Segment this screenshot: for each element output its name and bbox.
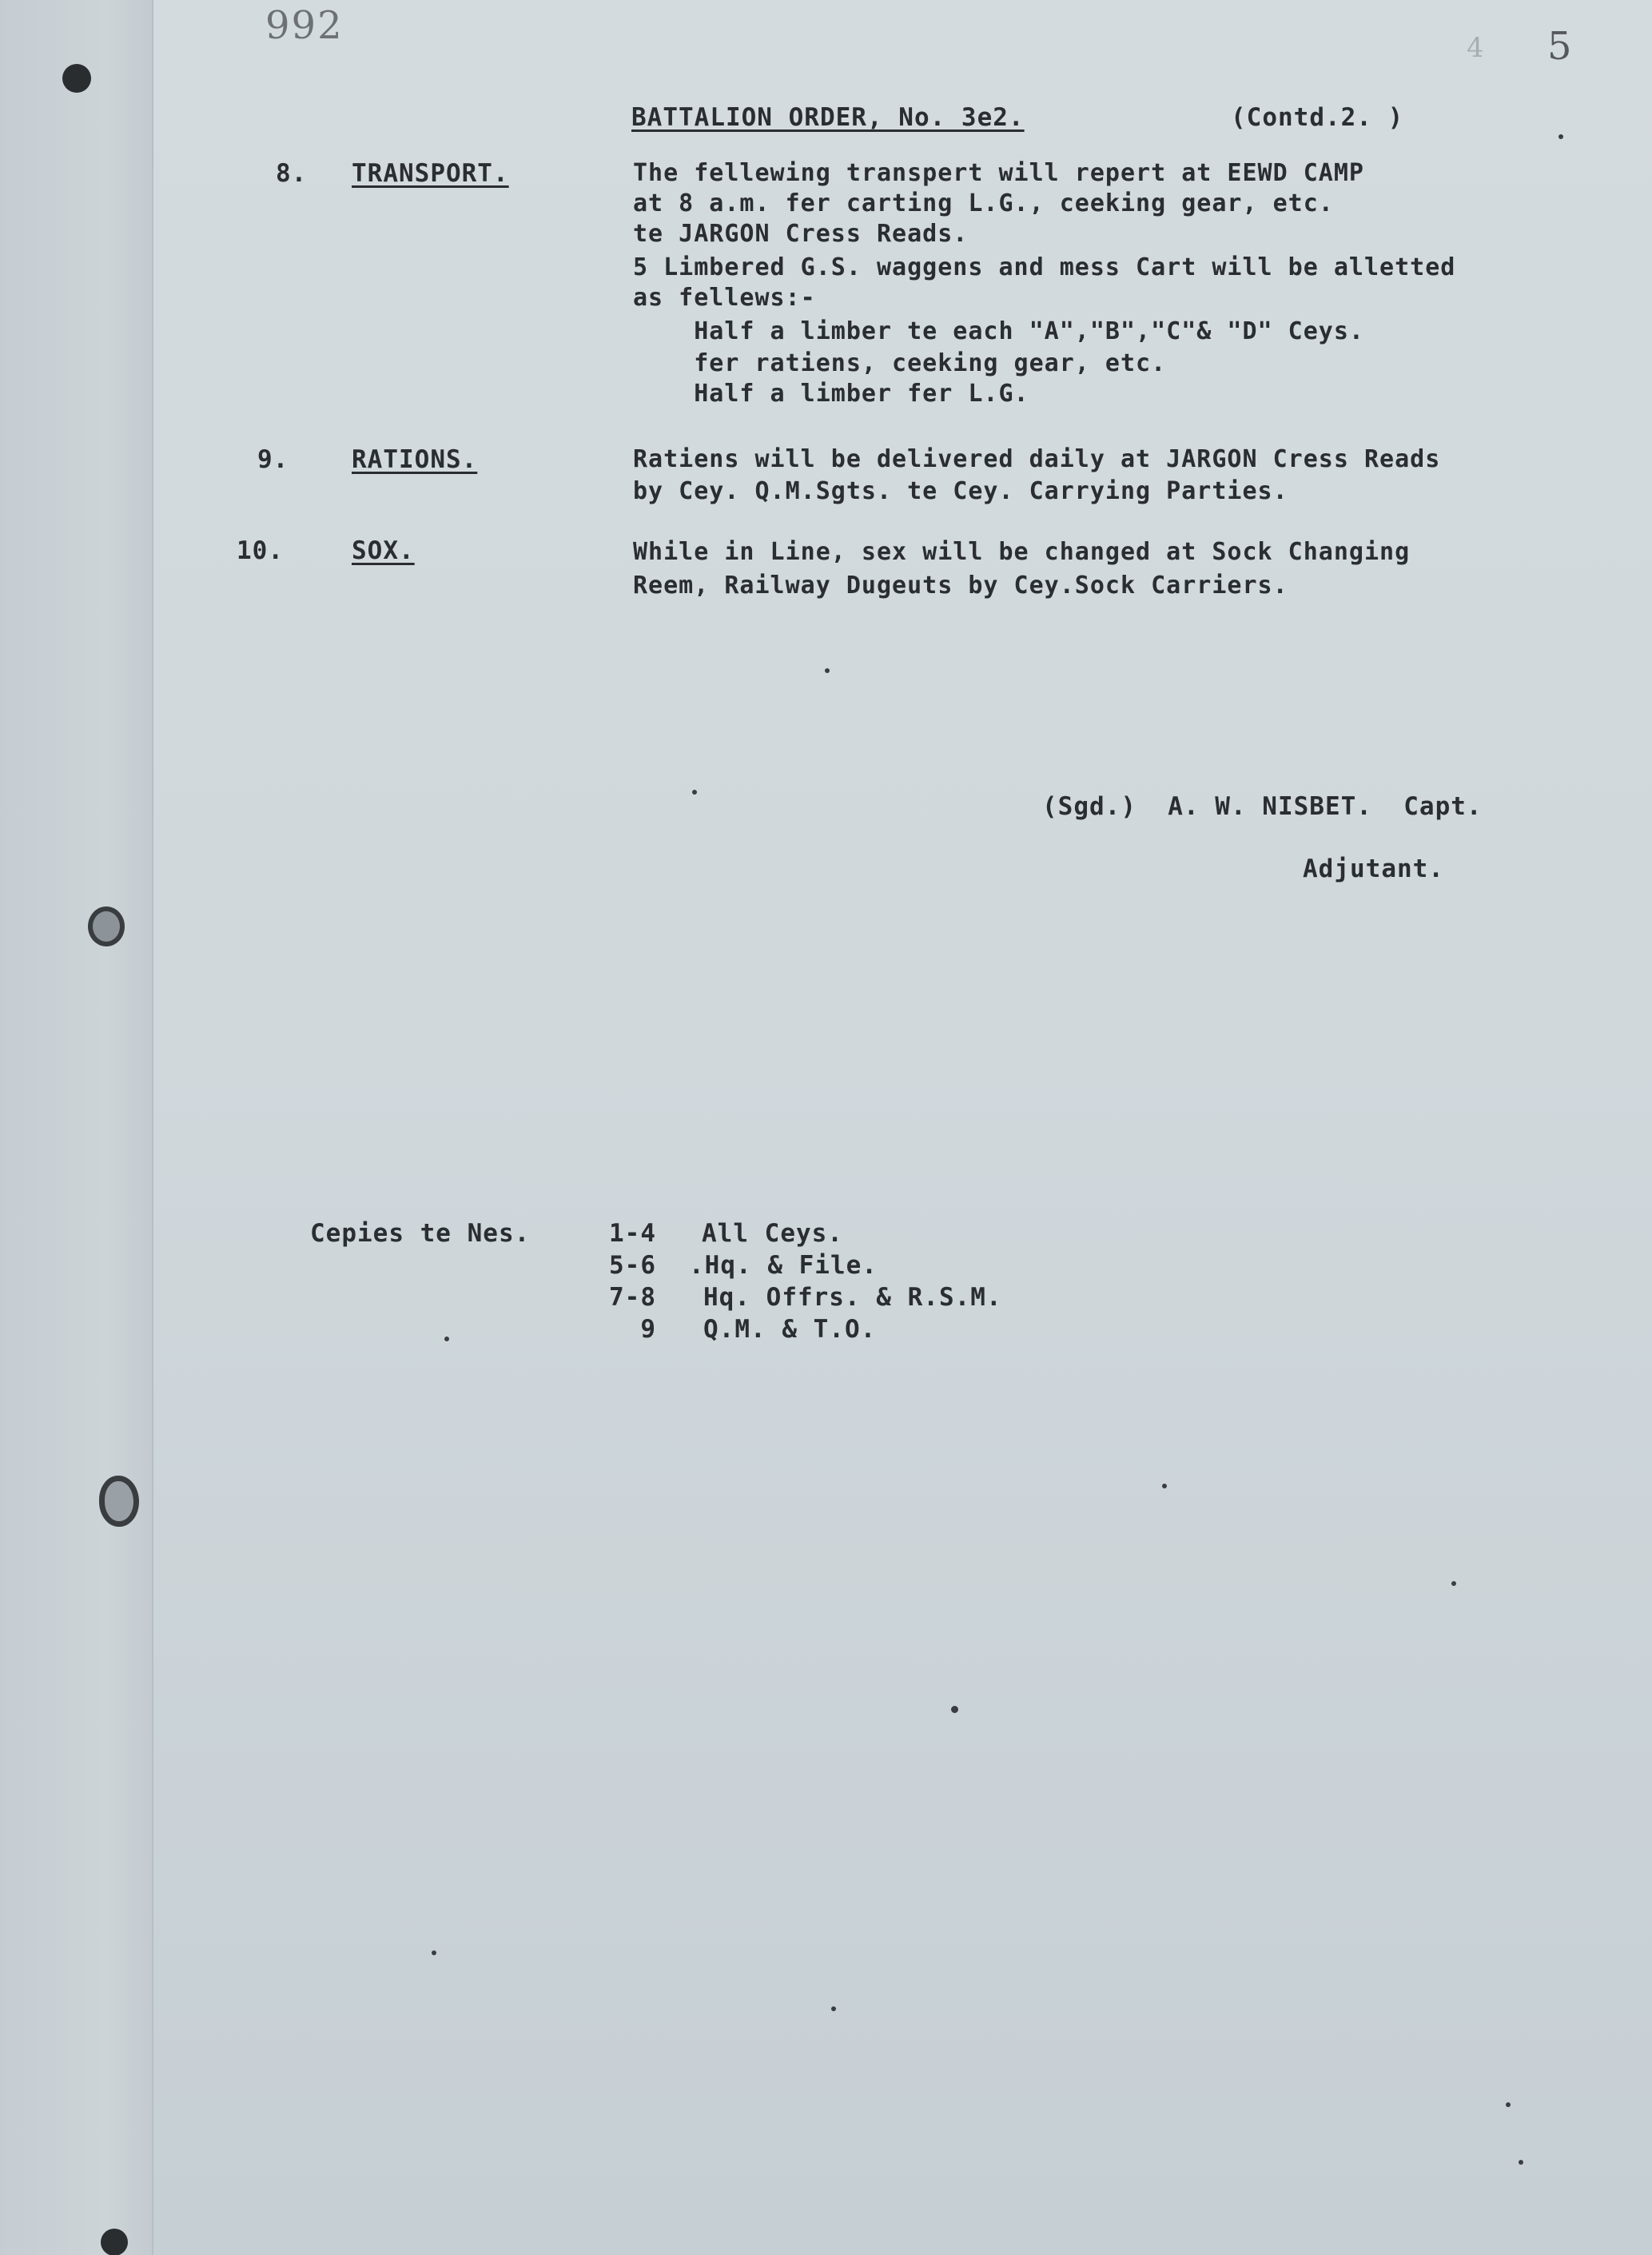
copies-label: Cepies te Nes.: [310, 1219, 531, 1248]
punch-hole-top: [62, 64, 91, 93]
paper-speck: [432, 1950, 436, 1955]
paper-speck: [1519, 2160, 1523, 2165]
section-line: as fellews:-: [633, 284, 816, 312]
punch-hole-bottom: [101, 2229, 128, 2255]
section-number: 8.: [276, 159, 308, 188]
section-line: 5 Limbered G.S. waggens and mess Cart will be alletted: [633, 253, 1456, 281]
copies-destination: .Hq. & File.: [689, 1251, 878, 1280]
punch-hole-lower: [99, 1476, 139, 1527]
copies-range: 1-4: [609, 1219, 656, 1248]
paper-speck: [951, 1706, 958, 1713]
order-continued: (Contd.2. ): [1231, 103, 1404, 132]
paper-speck: [1451, 1581, 1456, 1586]
paper-speck: [1558, 134, 1563, 139]
copies-destination: Hq. Offrs. & R.S.M.: [703, 1283, 1002, 1312]
copies-range: 7-8: [609, 1283, 656, 1312]
folio-number-left: 992: [265, 3, 344, 48]
section-line: te JARGON Cress Reads.: [633, 220, 969, 248]
folio-number-right: 5: [1547, 24, 1572, 69]
paper-speck: [1506, 2102, 1511, 2107]
section-number: 10.: [237, 536, 284, 565]
section-number: 9.: [257, 445, 289, 474]
order-title: BATTALION ORDER, No. 3e2.: [631, 103, 1025, 132]
paper-speck: [831, 2006, 836, 2011]
paper-speck: [692, 790, 697, 795]
copies-destination: All Ceys.: [702, 1219, 843, 1248]
section-line: Ratiens will be delivered daily at JARGON Cress Reads: [633, 445, 1441, 473]
copies-destination: Q.M. & T.O.: [703, 1315, 877, 1344]
section-line: The fellewing transpert will repert at EEWD CAMP: [633, 159, 1364, 187]
section-line: Reem, Railway Dugeuts by Cey.Sock Carriers.: [633, 572, 1288, 600]
section-line: fer ratiens, ceeking gear, etc.: [633, 349, 1167, 377]
section-line: Half a limber te each "A","B","C"& "D" Ceys.: [633, 317, 1364, 345]
paper-speck: [444, 1337, 449, 1341]
paper-speck: [825, 668, 830, 673]
section-line: While in Line, sex will be changed at Sock Changing: [633, 538, 1411, 566]
paper-speck: [1162, 1484, 1167, 1488]
section-line: by Cey. Q.M.Sgts. te Cey. Carrying Parties.: [633, 477, 1288, 505]
copies-range: 9: [609, 1315, 656, 1344]
signature-title: Adjutant.: [1303, 855, 1444, 883]
signature-line: (Sgd.) A. W. NISBET. Capt.: [1042, 792, 1483, 821]
copies-range: 5-6: [609, 1251, 656, 1280]
section-line: at 8 a.m. fer carting L.G., ceeking gear, etc.: [633, 189, 1334, 217]
section-heading-rations: RATIONS.: [352, 445, 478, 474]
folio-mark: 4: [1467, 32, 1484, 64]
section-line: Half a limber fer L.G.: [633, 380, 1029, 408]
punch-hole-middle: [88, 906, 125, 946]
section-heading-sox: SOX.: [352, 536, 415, 565]
binding-margin: [0, 0, 153, 2255]
section-heading-transport: TRANSPORT.: [352, 159, 509, 188]
